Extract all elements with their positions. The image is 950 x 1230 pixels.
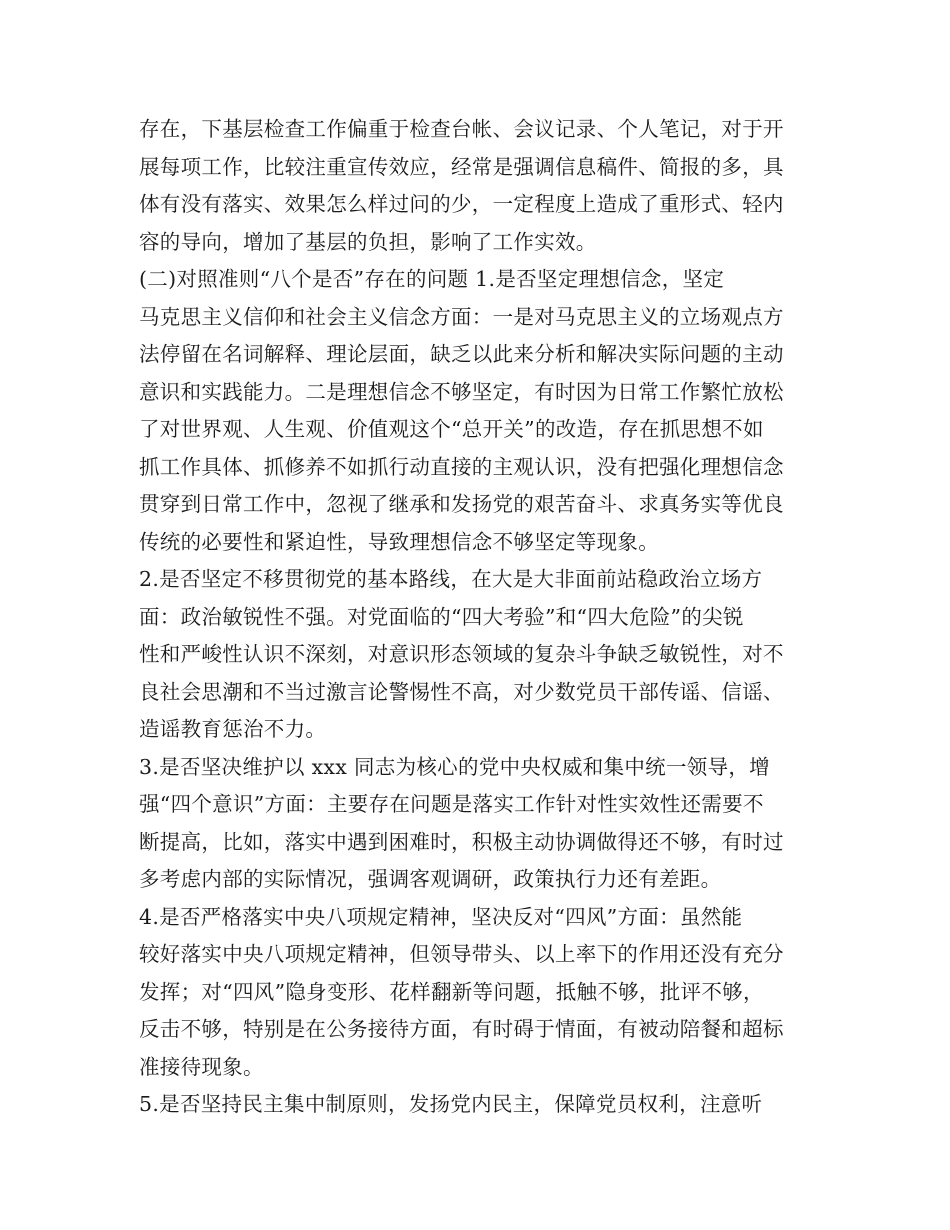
text-line: 断提高，比如，落实中遇到困难时，积极主动协调做得还不够，有时过 — [139, 829, 784, 854]
text-line: 多考虑内部的实际情况，强调客观调研，政策执行力还有差距。 — [139, 867, 722, 891]
item-4-line: 4.是否严格落实中央八项规定精神，坚决反对“四风”方面：虽然能 — [139, 904, 743, 929]
text-line: 了对世界观、人生观、价值观这个“总开关”的改造，存在抓思想不如 — [139, 417, 764, 441]
text-line: 性和严峻性认识不深刻，对意识形态领域的复杂斗争缺乏敏锐性，对不 — [139, 642, 784, 666]
text-line: 良社会思潮和不当过激言论警惕性不高，对少数党员干部传谣、信谣、 — [139, 679, 784, 704]
text-line: 面：政治敏锐性不强。对党面临的“四大考验”和“四大危险”的尖锐 — [139, 604, 744, 629]
text-line: 意识和实践能力。二是理想信念不够坚定，有时因为日常工作繁忙放松 — [139, 379, 784, 404]
text-line: 发挥；对“四风”隐身变形、花样翻新等问题，抵触不够，批评不够， — [139, 979, 764, 1004]
item-2-line: 2.是否坚定不移贯彻党的基本路线，在大是大非面前站稳政治立场方 — [139, 567, 763, 591]
text-line: 传统的必要性和紧迫性，导致理想信念不够坚定等现象。 — [139, 529, 659, 554]
text-line: 贯穿到日常工作中，忽视了继承和发扬党的艰苦奋斗、求真务实等优良 — [139, 492, 784, 516]
text-line: 容的导向，增加了基层的负担，影响了工作实效。 — [139, 229, 597, 254]
text-line: 体有没有落实、效果怎么样过问的少，一定程度上造成了重形式、轻内 — [139, 192, 784, 216]
text-line: 马克思主义信仰和社会主义信念方面：一是对马克思主义的立场观点方 — [139, 304, 784, 329]
section-heading-line: (二)对照准则“八个是否”存在的问题 1.是否坚定理想信念，坚定 — [139, 267, 725, 291]
item-5-line: 5.是否坚持民主集中制原则，发扬党内民主，保障党员权利，注意听 — [139, 1092, 763, 1116]
text-line: 展每项工作，比较注重宣传效应，经常是强调信息稿件、简报的多，具 — [139, 154, 784, 179]
text-line: 反击不够，特别是在公务接待方面，有时碍于情面，有被动陪餐和超标 — [139, 1017, 784, 1041]
text-line: 强“四个意识”方面：主要存在问题是落实工作针对性实效性还需要不 — [139, 792, 764, 816]
item-3-line: 3.是否坚决维护以 xxx 同志为核心的党中央权威和集中统一领导，增 — [139, 754, 770, 779]
text-line: 较好落实中央八项规定精神，但领导带头、以上率下的作用还没有充分 — [139, 942, 784, 966]
text-line: 准接待现象。 — [139, 1054, 264, 1079]
text-line: 造谣教育惩治不力。 — [139, 717, 327, 741]
document-body — [139, 111, 819, 1124]
text-line: 抓工作具体、抓修养不如抓行动直接的主观认识，没有把强化理想信念 — [139, 454, 784, 479]
text-line: 存在，下基层检查工作偏重于检查台帐、会议记录、个人笔记，对于开 — [139, 117, 784, 141]
text-line: 法停留在名词解释、理论层面，缺乏以此来分析和解决实际问题的主动 — [139, 342, 784, 366]
